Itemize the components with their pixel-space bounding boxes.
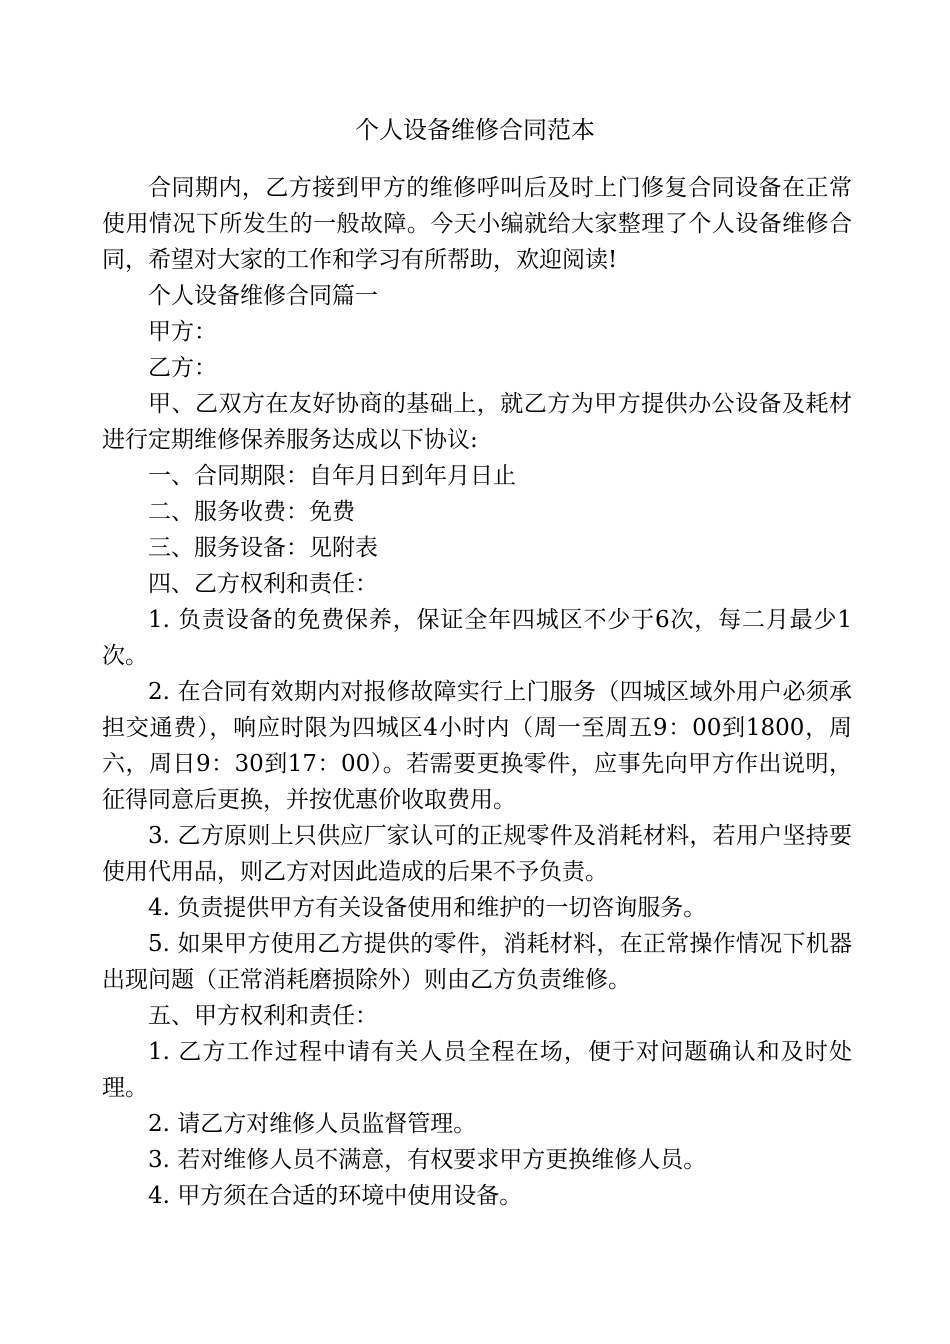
paragraph-agreement: 甲、乙双方在友好协商的基础上，就乙方为甲方提供办公设备及耗材进行定期维修保养服务达成以下协议: [102,391,852,453]
paragraph-equipment: 三、服务设备：见附表 [148,535,378,561]
paragraph-b-item-5: 5. 如果甲方使用乙方提供的零件，消耗材料，在正常操作情况下机器出现问题（正常消耗磨损除外）则由乙方负责维修。 [102,931,852,993]
paragraph-party-a: 甲方： [148,319,217,345]
paragraph-fee: 二、服务收费：免费 [148,499,355,525]
paragraph-party-a-rights: 五、甲方权利和责任： [148,1003,378,1029]
paragraph-b-item-3: 3. 乙方原则上只供应厂家认可的正规零件及消耗材料，若用户坚持要使用代用品，则乙方对因此造成的后果不予负责。 [102,823,852,885]
paragraph-a-item-1: 1. 乙方工作过程中请有关人员全程在场，便于对问题确认和及时处理。 [102,1039,852,1101]
document-title: 个人设备维修合同范本 [355,116,595,144]
paragraph-term: 一、合同期限：自年月日到年月日止 [148,463,516,489]
paragraph-b-item-4: 4. 负责提供甲方有关设备使用和维护的一切咨询服务。 [148,895,707,921]
document-body [102,170,852,1214]
paragraph-a-item-3: 3. 若对维修人员不满意，有权要求甲方更换维修人员。 [148,1147,707,1173]
paragraph-intro: 合同期内，乙方接到甲方的维修呼叫后及时上门修复合同设备在正常使用情况下所发生的一般故障。今天小编就给大家整理了个人设备维修合同，希望对大家的工作和学习有所帮助，欢迎阅读! [102,175,852,273]
paragraph-a-item-2: 2. 请乙方对维修人员监督管理。 [148,1111,477,1137]
paragraph-section-heading: 个人设备维修合同篇一 [148,283,378,309]
paragraph-party-b-rights: 四、乙方权利和责任： [148,571,378,597]
paragraph-b-item-1: 1. 负责设备的免费保养，保证全年四城区不少于6次，每二月最少1次。 [102,607,852,669]
paragraph-a-item-4: 4. 甲方须在合适的环境中使用设备。 [148,1183,523,1209]
paragraph-b-item-2: 2. 在合同有效期内对报修故障实行上门服务（四城区域外用户必须承担交通费），响应时限为四城区4小时内（周一至周五9：00到1800，周六，周日9：30到17：00）。若需要更换零件，应事先向甲方作出说明，征得同意后更换，并按优惠价收取费用。 [102,679,852,813]
paragraph-party-b: 乙方： [148,355,217,381]
